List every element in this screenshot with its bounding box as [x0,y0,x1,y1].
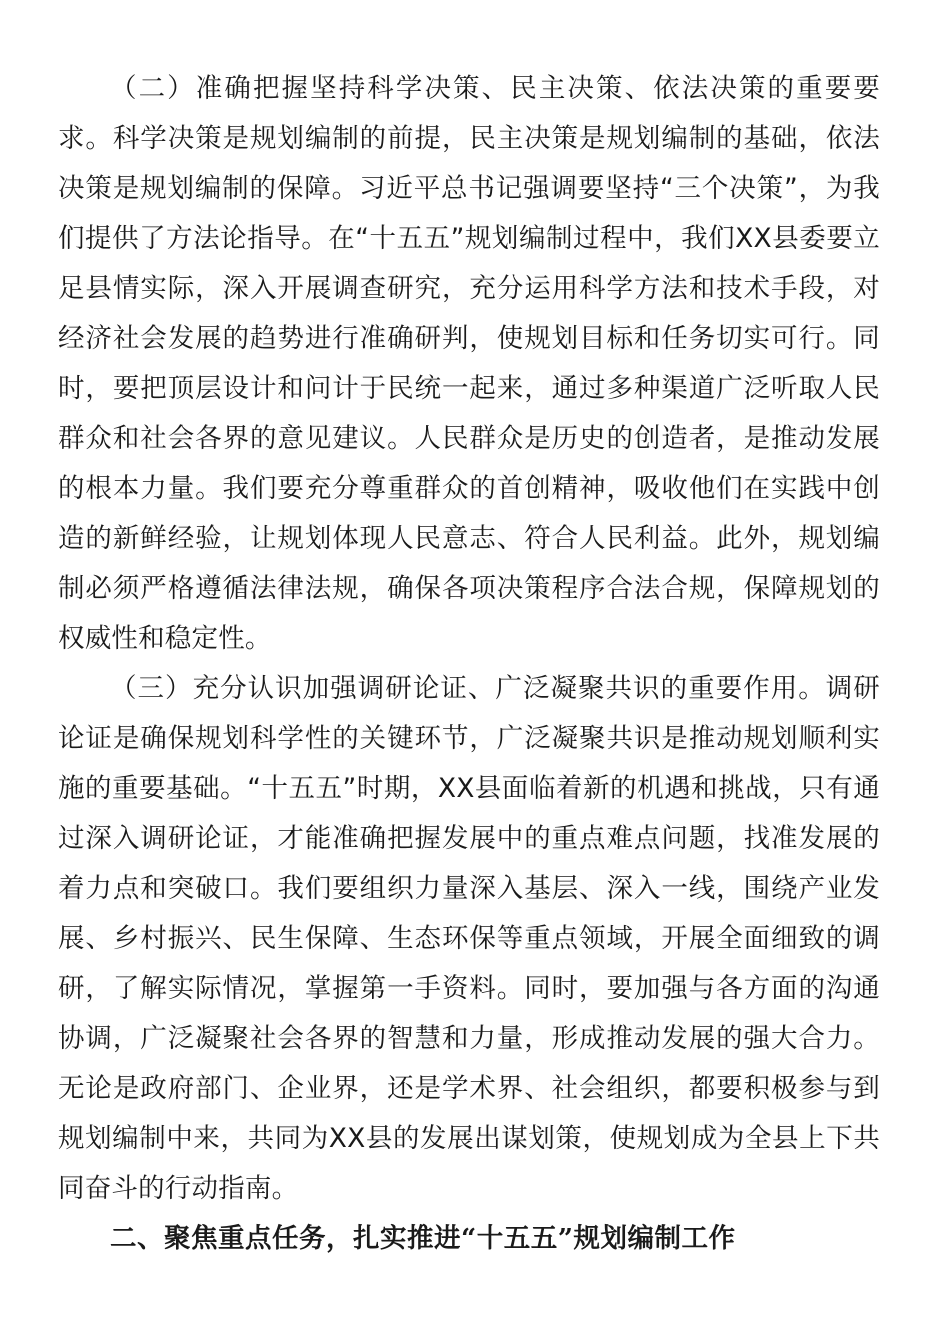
section-heading: 二、聚焦重点任务，扎实推进“十五五”规划编制工作 [110,1223,736,1254]
paragraph-research-consensus: （三）充分认识加强调研论证、广泛凝聚共识的重要作用。调研论证是确保规划科学性的关键环节，广泛凝聚共识是推动规划顺利实施的重要基础。“十五五”时期，XX县面临着新的机遇和挑战，只有通过深入调研论证，才能准确把握发展中的重点难点问题，找准发展的着力点和突破口。我们要组织力量深入基层、深入一线，围绕产业发展、乡村振兴、民生保障、生态环保等重点领域，开展全面细致的调研，了解实际情况，掌握第一手资料。同时，要加强与各方面的沟通协调，广泛凝聚社会各界的智慧和力量，形成推动发展的强大合力。无论是政府部门、企业界，还是学术界、社会组织，都要积极参与到规划编制中来，共同为XX县的发展出谋划策，使规划成为全县上下共同奋斗的行动指南。 [58,673,880,1204]
document-body [58,64,880,1264]
paragraph-decision-requirements: （二）准确把握坚持科学决策、民主决策、依法决策的重要要求。科学决策是规划编制的前提，民主决策是规划编制的基础，依法决策是规划编制的保障。习近平总书记强调要坚持“三个决策”，为我们提供了方法论指导。在“十五五”规划编制过程中，我们XX县委要立足县情实际，深入开展调查研究，充分运用科学方法和技术手段，对经济社会发展的趋势进行准确研判，使规划目标和任务切实可行。同时，要把顶层设计和问计于民统一起来，通过多种渠道广泛听取人民群众和社会各界的意见建议。人民群众是历史的创造者，是推动发展的根本力量。我们要充分尊重群众的首创精神，吸收他们在实践中创造的新鲜经验，让规划体现人民意志、符合人民利益。此外，规划编制必须严格遵循法律法规，确保各项决策程序合法合规，保障规划的权威性和稳定性。 [58,73,880,654]
